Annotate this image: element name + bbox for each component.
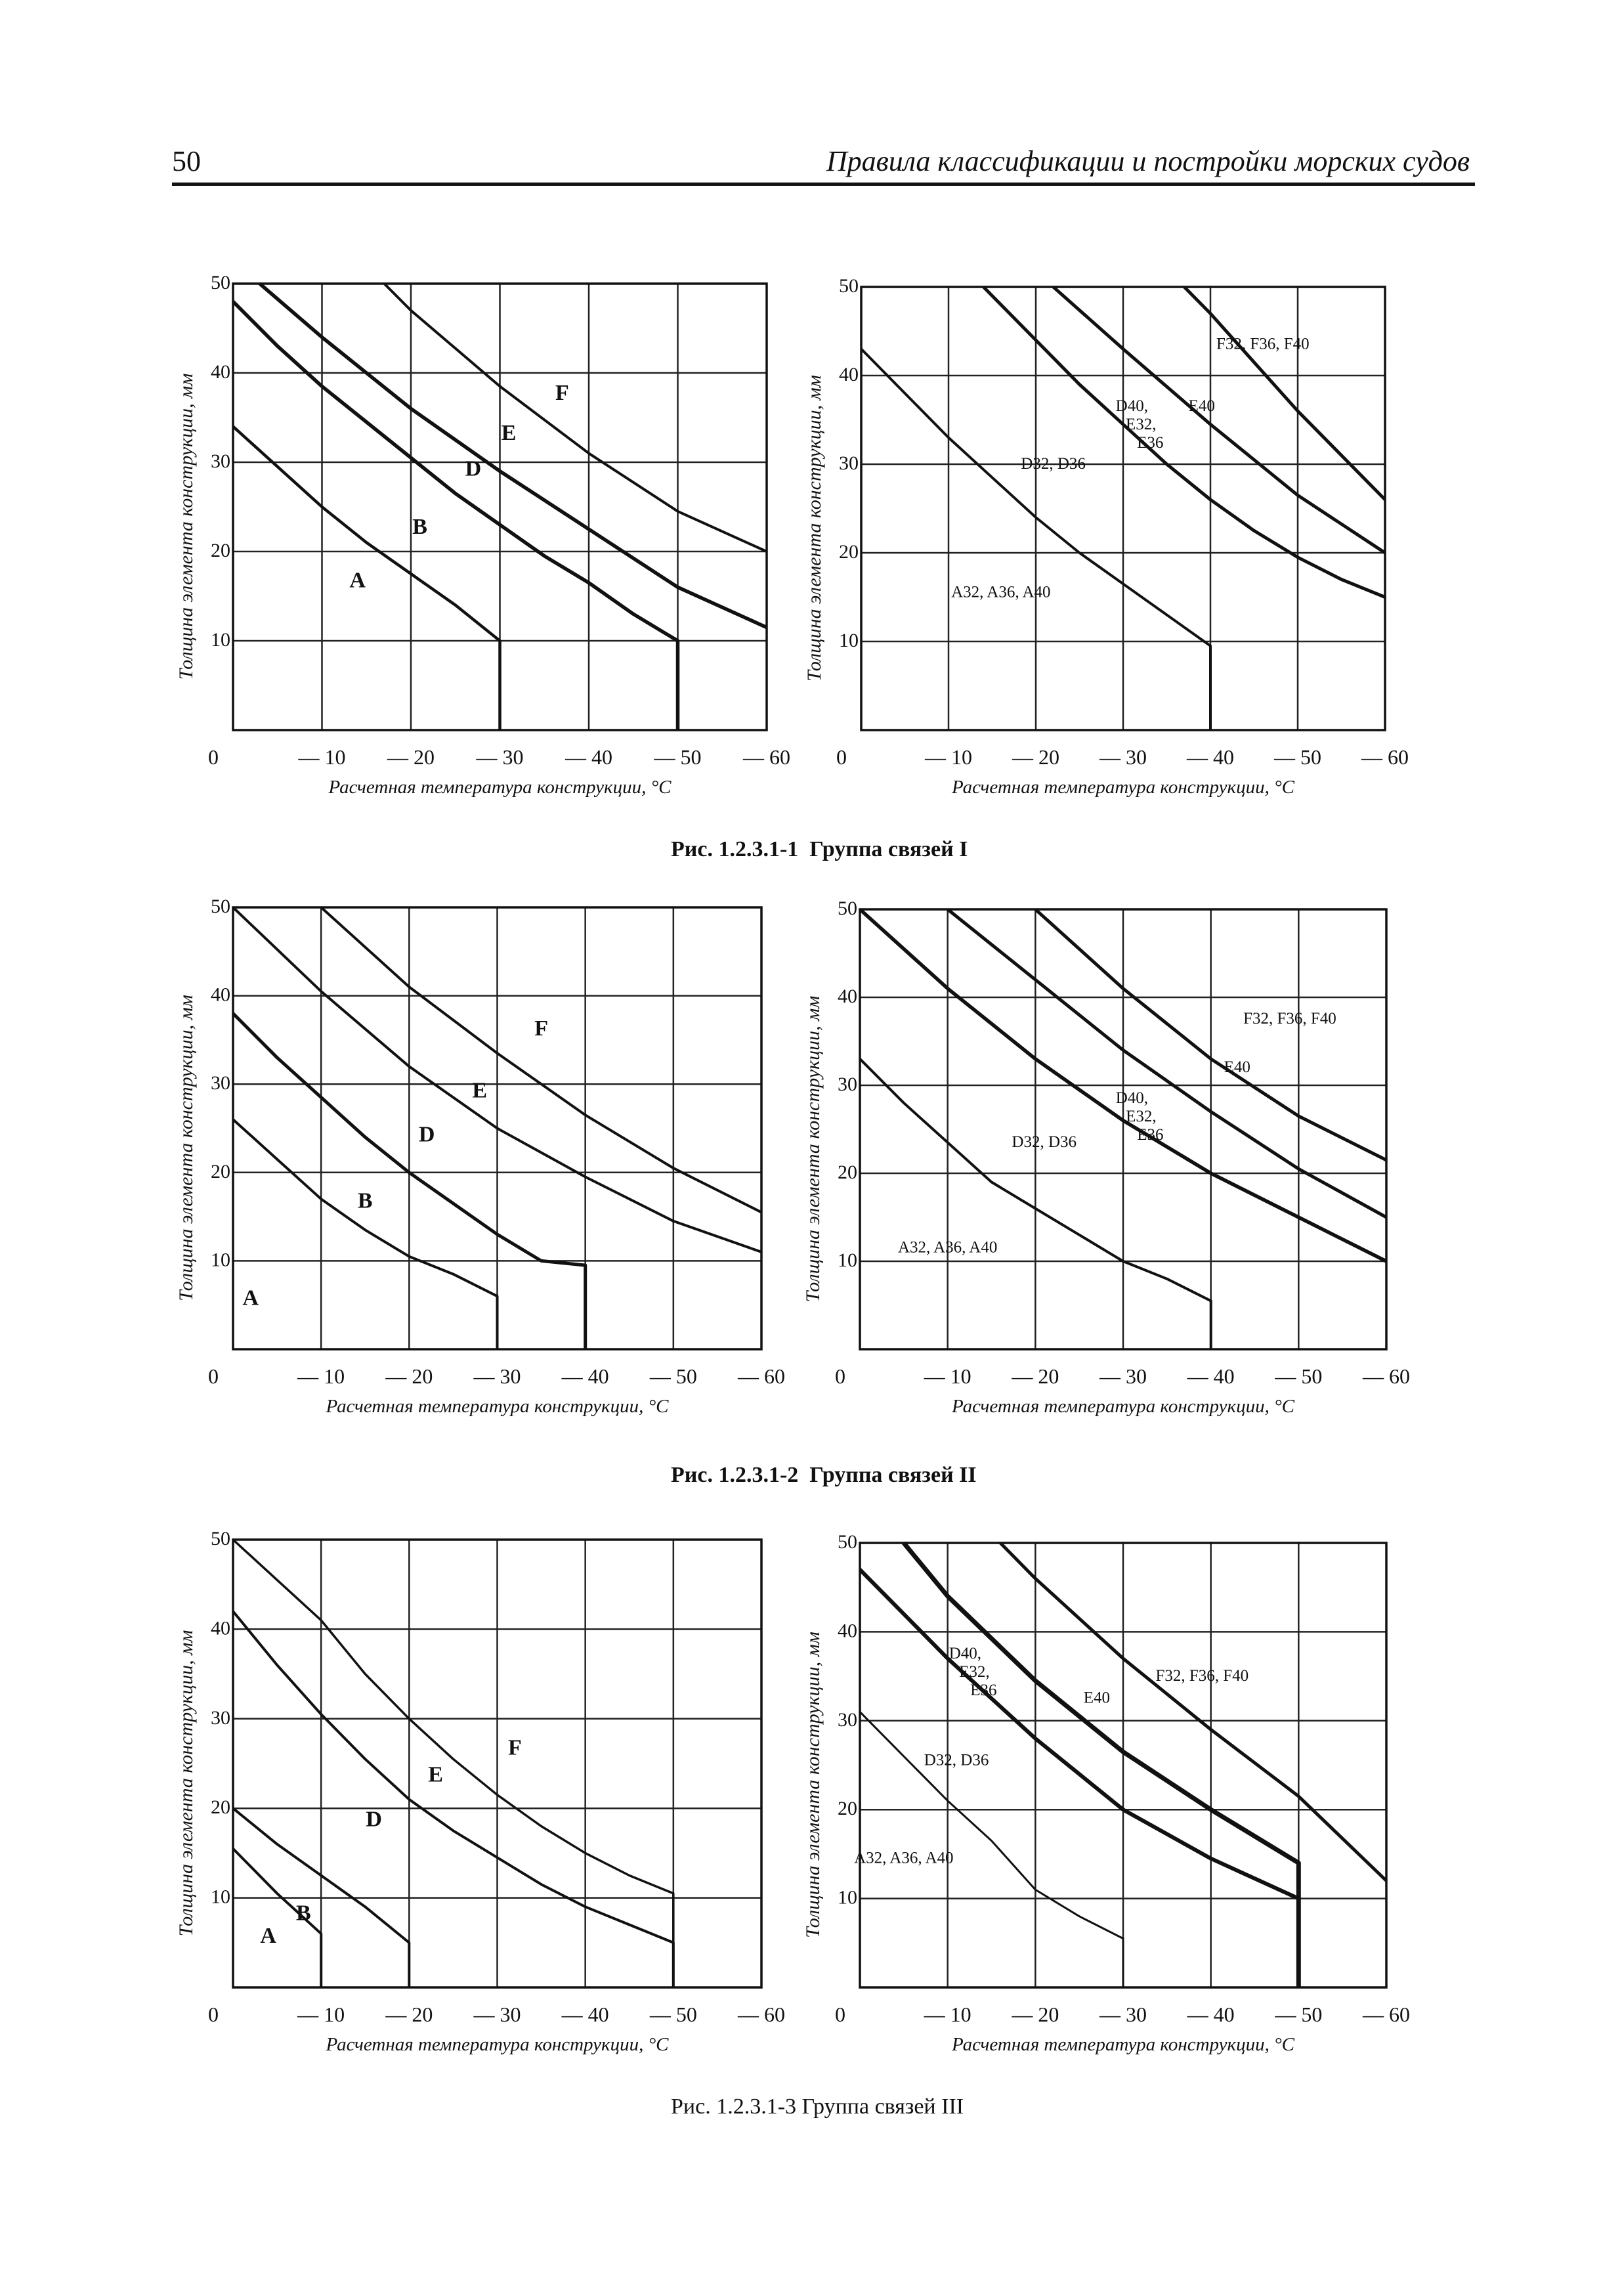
region-label: D40, E32, E36 [1115,1089,1164,1144]
figure-number: Рис. 1.2.3.1-2 [671,1463,799,1487]
x-tick-label: — 60 [1361,745,1409,769]
x-tick-label: — 30 [1099,745,1147,769]
x-tick-label: — 10 [924,2003,971,2026]
x-tick-label: — 10 [925,745,972,769]
x-tick-label: — 40 [1187,1364,1235,1388]
chart-panel-5 [175,1528,785,2055]
x-tick-label: — 10 [298,745,346,769]
chart-panel-2 [803,275,1409,798]
x-tick-label: — 30 [473,2003,521,2026]
chart-panel-3 [175,896,785,1417]
y-tick-label: 50 [838,898,857,919]
y-tick-label: 30 [838,1708,857,1731]
series-line-2 [983,287,1385,597]
y-tick-label: 40 [839,364,859,385]
y-tick-label: 20 [211,1796,230,1819]
y-tick-label: 50 [838,1531,857,1553]
series-line-3 [948,909,1386,1217]
region-label: F32, F36, F40 [1155,1666,1249,1685]
series-line-2 [233,301,678,730]
x-tick-label: — 20 [1012,2003,1059,2026]
y-tick-label: 40 [838,1620,857,1642]
x-tick-label: 0 [208,1364,219,1388]
x-tick-label: — 20 [1012,1364,1059,1388]
x-tick-label: — 20 [385,1364,433,1388]
y-tick-label: 50 [211,272,230,293]
y-tick-label: 10 [839,630,859,651]
region-label: D [465,456,482,481]
page-number: 50 [172,145,201,177]
x-tick-label: — 30 [476,745,524,769]
y-tick-label: 10 [211,1886,230,1908]
y-tick-label: 40 [211,361,230,383]
y-tick-label: 10 [838,1249,857,1271]
x-tick-label: 0 [208,2003,219,2026]
region-label: B [295,1901,311,1926]
y-tick-label: 20 [211,1160,230,1182]
y-axis-label: Толщина элемента конструкции, мм [802,995,824,1303]
series-line-4 [1000,1543,1386,1881]
y-axis-label: Толщина элемента конструкции, мм [803,375,825,682]
region-label: D32, D36 [1021,454,1086,473]
x-tick-label: — 60 [738,1364,785,1388]
series-line-4 [321,907,761,1212]
figure-title: Группа связей I [809,837,968,861]
x-tick-label: — 60 [738,2003,785,2026]
x-tick-label: — 20 [387,745,435,769]
series-line-1 [233,427,500,730]
x-axis-label: Расчетная температура конструкции, °С [951,777,1295,798]
x-tick-label: — 50 [654,745,702,769]
region-label: A32, A36, A40 [854,1849,954,1867]
series-line-3 [233,1611,673,1987]
region-label: A [242,1286,259,1310]
region-label: F32, F36, F40 [1243,1010,1336,1028]
region-label: E40 [1188,397,1215,415]
region-label: D40, E32, E36 [949,1645,997,1700]
figure-number: Рис. 1.2.3.1-3 [671,2094,797,2119]
x-tick-label: — 40 [561,2003,609,2026]
x-tick-label: — 50 [649,2003,697,2026]
region-label: E [472,1078,488,1103]
x-tick-label: — 40 [561,1364,609,1388]
figure-caption-2 [671,1463,977,1488]
region-label: D [366,1807,382,1832]
running-title: Правила классификации и постройки морских судов [826,145,1470,177]
x-tick-label: — 40 [1187,2003,1235,2026]
y-tick-label: 40 [838,986,857,1007]
y-tick-label: 20 [211,540,230,561]
y-tick-label: 30 [838,1073,857,1095]
y-tick-label: 40 [211,1617,230,1639]
region-label: D40, E32, E36 [1115,397,1164,452]
x-tick-label: 0 [835,2003,845,2026]
series-line-4 [1184,287,1385,500]
y-tick-label: 20 [838,1161,857,1183]
region-label: B [412,514,427,539]
x-tick-label: 0 [208,745,219,769]
figure-title: Группа связей III [801,2094,964,2119]
region-label: F [555,380,569,405]
figure-caption-1 [671,837,968,862]
x-tick-label: — 30 [1099,1364,1147,1388]
x-tick-label: — 40 [1187,745,1234,769]
x-tick-label: — 30 [473,1364,521,1388]
region-label: A [260,1923,276,1948]
x-tick-label: 0 [835,1364,845,1388]
figure-number: Рис. 1.2.3.1-1 [671,837,799,861]
y-tick-label: 30 [211,450,230,472]
x-tick-label: — 10 [924,1364,971,1388]
x-tick-label: — 20 [1012,745,1059,769]
x-tick-label: — 20 [385,2003,433,2026]
x-tick-label: — 10 [297,1364,345,1388]
y-tick-label: 50 [839,275,859,297]
region-label: F [507,1735,522,1760]
x-tick-label: — 60 [1363,2003,1410,2026]
x-tick-label: — 60 [743,745,790,769]
x-tick-label: — 50 [1274,745,1321,769]
x-tick-label: — 40 [565,745,612,769]
chart-panel-1 [175,272,790,798]
y-axis-label: Толщина элемента конструкции, мм [802,1632,824,1938]
figure-caption-3 [671,2094,964,2119]
y-axis-label: Толщина элемента конструкции, мм [175,373,197,680]
x-axis-label: Расчетная температура конструкции, °С [326,2034,669,2055]
region-label: F [534,1016,548,1041]
x-tick-label: — 50 [649,1364,697,1388]
y-tick-label: 10 [211,629,230,651]
region-label: F32, F36, F40 [1216,335,1310,353]
x-tick-label: 0 [836,745,847,769]
region-label: E40 [1083,1689,1111,1707]
x-axis-label: Расчетная температура конструкции, °С [951,2034,1295,2055]
figure-title: Группа связей II [809,1463,977,1487]
region-label: E [501,421,517,445]
region-label: D [418,1122,435,1147]
region-label: A [349,568,366,593]
chart-panel-6 [802,1531,1410,2055]
region-label: D32, D36 [924,1751,989,1769]
region-label: D32, D36 [1012,1133,1077,1151]
y-tick-label: 10 [211,1249,230,1271]
series-line-3 [260,284,767,628]
y-tick-label: 50 [211,896,230,917]
series-line-4 [384,284,767,552]
x-tick-label: — 50 [1275,2003,1323,2026]
y-axis-label: Толщина элемента конструкции, мм [175,1630,197,1937]
region-label: E40 [1224,1058,1250,1076]
x-axis-label: Расчетная температура конструкции, °С [326,1396,669,1417]
region-label: B [357,1188,373,1213]
y-tick-label: 30 [211,1072,230,1094]
chart-panel-4 [802,898,1410,1417]
x-tick-label: — 60 [1363,1364,1410,1388]
y-tick-label: 10 [838,1886,857,1909]
y-tick-label: 20 [838,1798,857,1820]
region-label: E [428,1762,443,1787]
x-tick-label: — 10 [297,2003,345,2026]
y-axis-label: Толщина элемента конструкции, мм [175,995,197,1301]
y-tick-label: 30 [839,452,859,474]
series-line-3 [1054,287,1385,553]
x-axis-label: Расчетная температура конструкции, °С [951,1396,1295,1417]
series-line-1 [233,1119,498,1349]
y-tick-label: 30 [211,1706,230,1729]
y-tick-label: 40 [211,984,230,1006]
x-tick-label: — 30 [1099,2003,1147,2026]
y-tick-label: 20 [839,541,859,563]
x-axis-label: Расчетная температура конструкции, °С [328,777,672,798]
region-label: A32, A36, A40 [951,583,1051,601]
region-label: A32, A36, A40 [897,1238,998,1257]
x-tick-label: — 50 [1275,1364,1323,1388]
y-tick-label: 50 [211,1528,230,1549]
